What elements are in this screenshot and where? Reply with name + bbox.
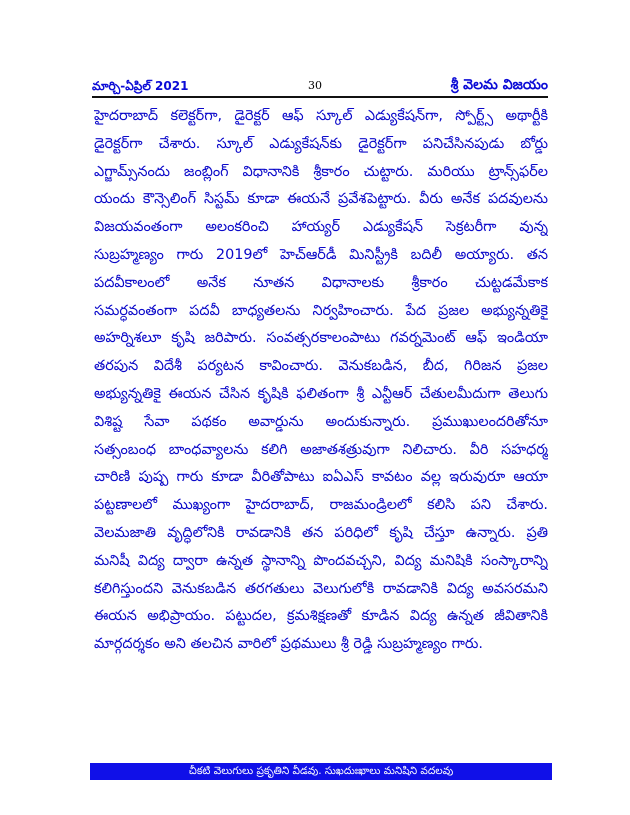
text-line: హైదరాబాద్ కలెక్టర్‌గా, డైరెక్టర్ ఆఫ్ స్కూల్ ఎడ్యుకేషన్‌గా, స్పోర్ట్స్ అథార్టీకి xyxy=(94,108,548,124)
text-line: కలిగిస్తుందని వెనుకబడిన తరగతులు వెలుగులోకి రావడానికి విద్య అవసరమని xyxy=(94,580,548,597)
text-line: విజయవంతంగా అలంకరించి హాయ్యర్ ఎడ్యుకేషన్ సెక్రటరీగా వున్న xyxy=(94,219,548,236)
text-line: ఎగ్జామ్స్‌నందు జంబ్లింగ్ విధానానికి శ్రీకారం చుట్టారు. మరియు ట్రాన్స్‌ఫర్‌ల xyxy=(94,163,548,180)
text-line: పదవీకాలంలో అనేక నూతన విధానాలకు శ్రీకారం చుట్టడమేకాక xyxy=(94,274,548,291)
text-line: చారిణి పుష్ప గారు కూడా వీరితోపాటు ఐఏఎస్ కావటం వల్ల ఇరువురూ ఆయా xyxy=(94,469,548,486)
text-line: అభ్యున్నతికై ఈయన చేసిన కృషికి ఫలితంగా శ్రీ ఎన్టీఆర్ చేతులమీదుగా తెలుగు xyxy=(94,385,548,402)
text-line: సమర్ధవంతంగా పదవీ బాధ్యతలను నిర్వహించారు. పేద ప్రజల అభ్యున్నతికై xyxy=(94,302,548,319)
footer-quote-bar xyxy=(90,763,552,780)
text-line: వెలమజాతి వృద్ధిలోనికి రావడానికి తన పరిధిలో కృషి చేస్తూ ఉన్నారు. ప్రతి xyxy=(94,524,548,541)
magazine-title: శ్రీ వెలమ విజయం xyxy=(450,77,548,93)
text-line: యందు కౌన్సెలింగ్ సిస్టమ్ కూడా ఈయనే ప్రవేశపెట్టారు. వీరు అనేక పదవులను xyxy=(94,191,548,208)
text-line: సత్సంబంధ బాంధవ్యాలను కలిగి అజాతశత్రువుగా నిలిచారు. వీరి సహధర్మ xyxy=(94,441,548,458)
text-line: ఈయన అభిప్రాయం. పట్టుదల, క్రమశిక్షణతో కూడిన విద్య ఉన్నత జీవితానికి xyxy=(94,608,548,625)
text-line: అహర్నిశలూ కృషి జరిపారు. సంవత్సరకాలంపాటు గవర్నమెంట్ ఆఫ్ ఇండియా xyxy=(94,330,548,347)
text-line: విశిష్ట సేవా పథకం అవార్డును అందుకున్నారు. ప్రముఖులందరితోనూ xyxy=(94,413,548,430)
article-body xyxy=(94,103,548,659)
text-line: సుబ్రహ్మణ్యం గారు 2019లో హెచ్ఆర్‌డీ మినిస్ట్రీకి బదిలీ అయ్యారు. తన xyxy=(94,246,548,263)
page-number: 30 xyxy=(308,79,322,92)
text-line: తరపున విదేశీ పర్యటన కావించారు. వెనుకబడిన, బీద, గిరిజన ప్రజల xyxy=(94,358,548,375)
issue-date: మార్చి-ఏప్రిల్ 2021 xyxy=(92,79,189,93)
text-line: మనిషీ విద్య ద్వారా ఉన్నత స్థానాన్ని పొందవచ్చని, విద్య మనిషికి సంస్కారాన్ని xyxy=(94,552,548,569)
text-line: పట్టణాలలో ముఖ్యంగా హైదరాబాద్, రాజమండ్రిలలో కలిసి పని చేశారు. xyxy=(94,497,548,514)
text-line-last: మార్గదర్శకం అని తలచిన వారిలో ప్రథములు శ్రీ రెడ్డి సుబ్రహ్మణ్యం గారు. xyxy=(94,636,483,653)
text-line: డైరెక్టర్‌గా చేశారు. స్కూల్ ఎడ్యుకేషన్‌కు డైరెక్టర్‌గా పనిచేసినపుడు బోర్డు xyxy=(94,135,548,152)
footer-quote: చీకటి వెలుగులు ప్రకృతిని వీడవు. సుఖదుఃఖాలు మనిషిని వదలవు xyxy=(188,765,454,777)
page-header xyxy=(92,77,548,98)
